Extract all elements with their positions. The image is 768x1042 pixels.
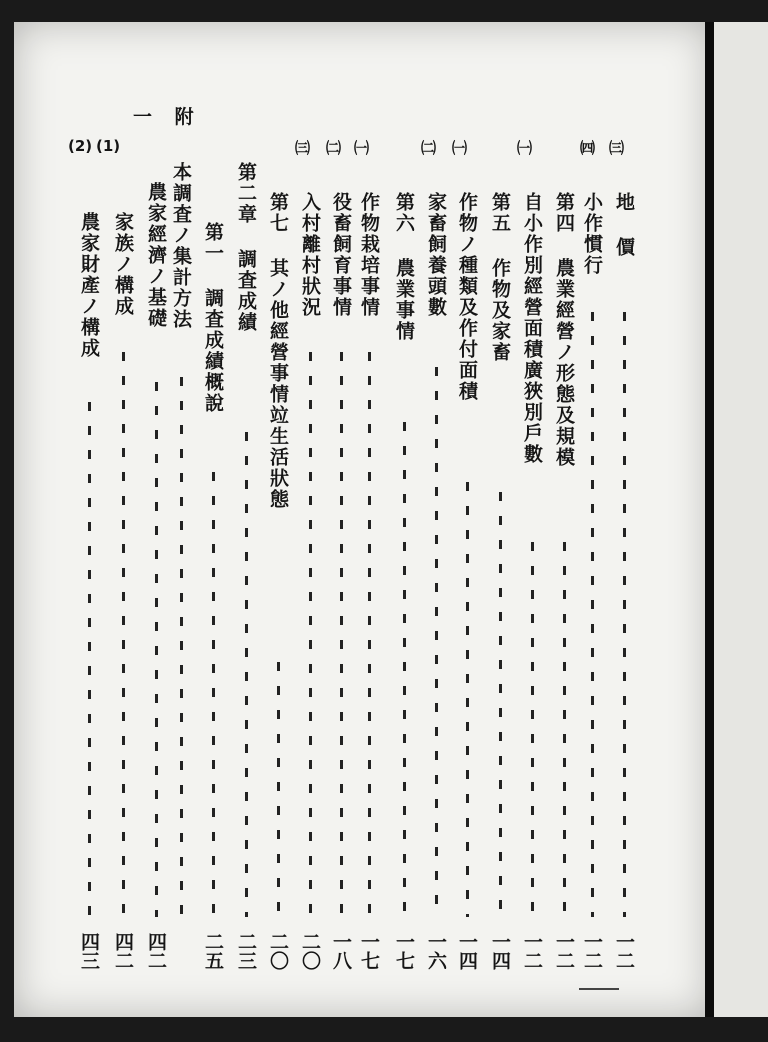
leader-dots	[591, 312, 594, 917]
toc-marker: ㈠	[517, 139, 533, 157]
toc-entry-text: 自小作別經營面積廣狹別戶數	[521, 192, 543, 465]
appendix-heading: 一 附	[133, 106, 202, 128]
page-number: 一八	[330, 932, 352, 970]
leader-dots	[499, 492, 502, 917]
page-number: 二〇	[267, 932, 289, 970]
toc-marker: ㈠	[452, 139, 468, 157]
page-number: 一二	[581, 932, 603, 970]
toc-chapter-heading: 第六 農業事情	[393, 192, 415, 342]
page-number: 二〇	[299, 932, 321, 970]
toc-entry-text: 小作慣行	[581, 192, 603, 276]
page-number: 一四	[456, 932, 478, 970]
leader-dots	[212, 472, 215, 917]
leader-dots	[180, 377, 183, 917]
leader-dots	[309, 352, 312, 917]
toc-entry-text: 農家財產ノ構成	[78, 212, 100, 359]
page-number: 二三	[235, 932, 257, 970]
toc-marker: (1)	[96, 137, 121, 155]
page-number: 一二	[521, 932, 543, 970]
leader-dots	[340, 352, 343, 917]
toc-chapter-heading: 第五 作物及家畜	[489, 192, 511, 363]
toc-chapter-heading: 第七 其ノ他經營事情竝生活狀態	[267, 192, 289, 510]
page-number: 一二	[613, 932, 635, 970]
toc-marker: ㈡	[421, 139, 437, 157]
toc-page	[14, 22, 710, 1017]
toc-marker: (2)	[68, 137, 93, 155]
toc-marker: ㈡	[326, 139, 342, 157]
leader-dots	[277, 662, 280, 917]
leader-dots	[403, 422, 406, 917]
leader-dots	[368, 352, 371, 917]
page-number: 四三	[78, 932, 100, 970]
bottom-rule	[579, 988, 619, 990]
toc-marker: ㈣	[580, 139, 596, 157]
toc-entry-text: 家族ノ構成	[112, 212, 134, 317]
page-number: 四二	[112, 932, 134, 970]
toc-marker: ㈠	[354, 139, 370, 157]
page-number: 一七	[358, 932, 380, 970]
toc-marker: ㈢	[295, 139, 311, 157]
toc-chapter-heading: 第四 農業經營ノ形態及規模	[553, 192, 575, 468]
toc-entry-text: 本調査ノ集計方法	[170, 162, 192, 330]
page-number: 一四	[489, 932, 511, 970]
leader-dots	[122, 352, 125, 917]
leader-dots	[155, 382, 158, 917]
leader-dots	[88, 402, 91, 917]
leader-dots	[623, 312, 626, 917]
adjacent-page-edge	[714, 22, 768, 1017]
toc-entry-text: 地 價	[613, 192, 635, 258]
leader-dots	[435, 367, 438, 917]
page-number: 四二	[145, 932, 167, 970]
binding-gutter	[705, 22, 714, 1017]
leader-dots	[531, 542, 534, 917]
page-number: 一七	[393, 932, 415, 970]
page-number: 二五	[202, 932, 224, 970]
toc-marker: ㈢	[609, 139, 625, 157]
page-number: 一二	[553, 932, 575, 970]
toc-entry-text: 作物栽培事情	[358, 192, 380, 318]
toc-entry-text: 家畜飼養頭數	[425, 192, 447, 318]
toc-entry-text: 入村離村狀況	[299, 192, 321, 318]
toc-chapter-heading: 第二章 調査成績	[235, 162, 257, 333]
toc-entry-text: 役畜飼育事情	[330, 192, 352, 318]
toc-entry-text: 農家經濟ノ基礎	[145, 182, 167, 329]
toc-entry-text: 作物ノ種類及作付面積	[456, 192, 478, 402]
toc-entry-text: 第一 調査成績概說	[202, 222, 224, 414]
page-number: 一六	[425, 932, 447, 970]
leader-dots	[466, 482, 469, 917]
leader-dots	[245, 432, 248, 917]
leader-dots	[563, 542, 566, 917]
